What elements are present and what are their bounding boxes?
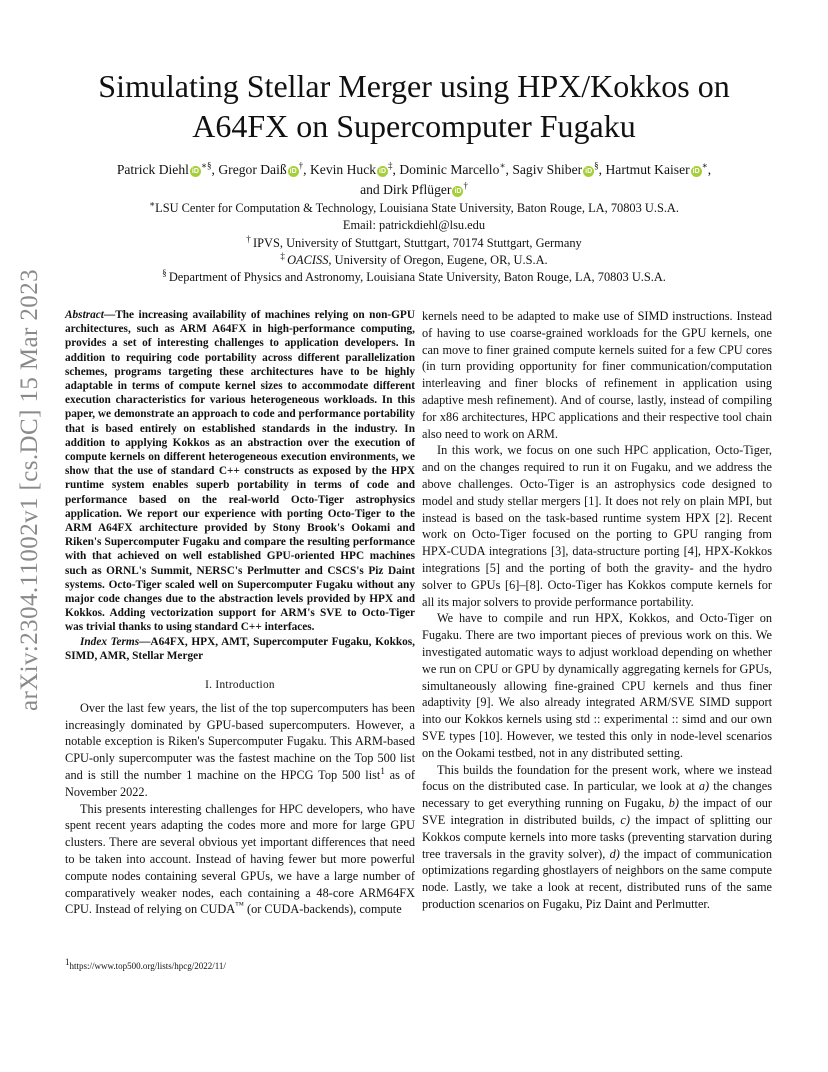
- affiliation-line: [60, 269, 768, 286]
- orcid-icon[interactable]: iD: [191, 168, 199, 175]
- affiliation-mark: ‡: [388, 160, 393, 171]
- affiliation-symbol: ‡: [280, 250, 288, 261]
- abstract-label: Abstract: [65, 309, 104, 321]
- affiliation-symbol: †: [246, 233, 254, 244]
- author-name: Sagiv Shiber: [512, 162, 583, 177]
- affiliation-mark: ∗: [499, 160, 506, 171]
- intro-p1-tail: as of November 2022.: [65, 768, 415, 799]
- author-separator: ,: [211, 162, 219, 177]
- footnote-mark: 1: [65, 957, 70, 967]
- affiliation-mark: ∗§: [200, 160, 212, 171]
- author: [605, 162, 711, 177]
- footnote: [65, 957, 415, 972]
- trademark-mark: ™: [235, 900, 244, 911]
- rp4-c: the impact of our SVE integration in distributed builds,: [422, 796, 772, 827]
- author-separator: ,: [505, 162, 513, 177]
- rp4-b: the changes necessary to get everything running on Fugaku,: [422, 779, 772, 811]
- affiliation-symbol: ∗: [149, 198, 156, 209]
- affiliation-text: , University of Oregon, Eugene, OR, U.S.A.: [328, 252, 548, 267]
- affiliation-mark: ∗: [701, 160, 708, 171]
- orcid-icon[interactable]: iD: [379, 168, 387, 175]
- author-name: Kevin Huck: [309, 162, 377, 177]
- abstract-text: —The increasing availability of machines relying on non-GPU architectures, such as ARM A64FX in high-performance computing, provides a set of interesting challenges to application developers. In addition to requiring code portability across different parallelization schemes, programs targeting these architectures have to be highly adaptable in terms of compute kernel sizes to accommodate different execution characteristics for various heterogeneous workloads. In this paper, we demonstrate an approach to code and performance portability that is based entirely on established standards in the industry. In addition to applying Kokkos as an abstraction over the execution of compute kernels on different heterogeneous execution environments, we show that the use of standard C++ constructs as exposed by the HPX runtime system enables superb portability in terms of code and performance based on the real-world Octo-Tiger astrophysics application. We report our experience with porting Octo-Tiger to the ARM A64FX architecture provided by Stony Brook's Ookami and Riken's Supercomputer Fugaku and compare the resulting performance with that achieved on well established GPU-oriented HPC machines such as ORNL's Summit, NERSC's Perlmutter and CSCS's Piz Daint systems. Octo-Tiger scaled well on Supercomputer Fugaku without any major code changes due to the abstraction levels provided by HPX and Kokkos. Adding vectorization support for ARM's SVE to Octo-Tiger was trivial thanks to using standard C++ interfaces.: [65, 309, 415, 634]
- index-terms-text: —A64FX, HPX, AMT, Supercomputer Fugaku, Kokkos, SIMD, AMR, Stellar Merger: [65, 635, 416, 662]
- paper-title: Simulating Stellar Merger using HPX/Kokkos on A64FX on Supercomputer Fugaku: [98, 68, 730, 144]
- right-paragraph-3: We have to compile and run HPX, Kokkos, and Octo-Tiger on Fugaku. There are two important pieces of previous work on this. We investigated automatic ways to adjust workload depending on whether we run on CPU or GPU by dynamically aggregating kernels for GPUs, simultaneously allowing fine-grained CPU kernels and thus finer adaptivity [9]. We also already integrated ARM/SVE SIMD support into our Kokkos kernels using std :: experimental :: simd and our own SVE types [10]. However, we tested this only in node-level scenarios on the Ookami testbed, not in any distributed setting.: [422, 611, 772, 760]
- section-heading: I. Introduction: [205, 679, 275, 692]
- author-name: Patrick Diehl: [116, 162, 189, 177]
- left-column: [65, 308, 415, 918]
- affiliation-mark: †: [463, 180, 468, 191]
- orcid-icon[interactable]: iD: [289, 168, 297, 175]
- author: [360, 182, 468, 197]
- author: [310, 162, 399, 177]
- rp4-item-d: d): [609, 846, 620, 861]
- author-separator: ,: [707, 162, 712, 177]
- footnote-ref: 1: [380, 765, 385, 776]
- arxiv-identifier: [14, 269, 46, 711]
- author-list: [60, 160, 768, 200]
- abstract: [65, 308, 415, 635]
- author-name: Gregor Daiß: [218, 162, 287, 177]
- intro-p2-tail: (or CUDA-backends), compute: [243, 902, 402, 917]
- affiliation-line: [60, 252, 768, 269]
- author-name: and Dirk Pflüger: [360, 182, 452, 197]
- author-name: Dominic Marcello: [399, 162, 500, 177]
- author: [399, 162, 512, 177]
- orcid-icon[interactable]: iD: [585, 168, 593, 175]
- rp4-item-a: a): [698, 779, 710, 794]
- affiliation-text[interactable]: Email: patrickdiehl@lsu.edu: [342, 218, 486, 233]
- right-paragraph-4: [422, 762, 772, 913]
- author: [512, 162, 605, 177]
- right-column: [422, 308, 772, 913]
- author: [117, 162, 219, 177]
- affiliation-mark: †: [298, 160, 304, 171]
- affiliation-list: [60, 200, 768, 286]
- author-separator: ,: [598, 162, 606, 177]
- rp4-d: the impact of splitting our Kokkos compute kernels into more tasks (preventing starvation during tree traversals in the gravity solver),: [422, 812, 772, 861]
- intro-p2-text: This presents interesting challenges for HPC developers, who have spent recent years adapting the codes more and more for large GPU clusters. There are several obvious yet important differences that need to be taken into account. Instead of having fewer but more powerful compute nodes containing several GPUs, we have a large number of comparatively weaker nodes, each containing a 48-core ARM64FX CPU. Instead of relying on CUDA: [65, 801, 415, 917]
- index-terms-label: Index Terms: [80, 635, 140, 648]
- affiliation-text: Department of Physics and Astronomy, Louisiana State University, Baton Rouge, LA, 70803 U.S.A.: [168, 270, 666, 285]
- affiliation-italic: OACISS: [287, 252, 329, 267]
- rp4-a: This builds the foundation for the present work, where we instead focus on the distributed case. In particular, we look at: [422, 762, 772, 794]
- affiliation-symbol: §: [162, 268, 169, 279]
- arxiv-identifier-text: arXiv:2304.11002v1 [cs.DC] 15 Mar 2023: [16, 269, 43, 711]
- footnote-url[interactable]: https://www.top500.org/lists/hpcg/2022/11/: [69, 961, 226, 971]
- author-separator: ,: [392, 162, 400, 177]
- intro-paragraph-2: [65, 801, 415, 919]
- rp4-item-c: c): [620, 812, 630, 827]
- author-separator: ,: [303, 162, 310, 177]
- intro-p1-text: Over the last few years, the list of the top supercomputers has been increasingly dominated by GPU-based supercomputers. However, a notable exception is Riken's Supercomputer Fugaku. This ARM-based CPU-only supercomputer was the fastest machine on the Top 500 list and is still the number 1 machine on the HPCG Top 500 list: [65, 700, 415, 783]
- index-terms: [65, 635, 415, 663]
- affiliation-line: [60, 217, 768, 234]
- rp4-item-b: b): [668, 796, 679, 811]
- affiliation-mark: §: [594, 160, 599, 171]
- affiliation-text: LSU Center for Computation & Technology, Louisiana State University, Baton Rouge, LA, 70803 U.S.A.: [155, 201, 679, 215]
- right-paragraph-2: In this work, we focus on one such HPC application, Octo-Tiger, and on the changes required to run it on Fugaku, and we address the above challenges. Octo-Tiger is an astrophysics code designed to model and study stellar mergers [1]. It does not rely on plain MPI, but instead is based on the task-based runtime system HPX [2]. Recent work on Octo-Tiger focused on the porting to GPU ranging from HPX-CUDA integrations [3], data-structure porting [4], HPX-Kokkos integrations [5] and the porting of both the gravity- and the hydro solver to GPUs [6]–[8]. Octo-Tiger has Kokkos compute kernels for all its major solvers to provide performance portability.: [422, 443, 772, 609]
- author: [218, 162, 310, 177]
- orcid-icon[interactable]: iD: [454, 188, 462, 195]
- author-name: Hartmut Kaiser: [605, 162, 690, 177]
- rp4-e: the impact of communication optimizations regarding ghostlayers of neighbors on the same compute node. Lastly, we take a look at recent, distributed runs of the same production scenarios on Fugaku, Piz Daint and Perlmutter.: [422, 846, 772, 911]
- affiliation-line: [60, 200, 768, 217]
- affiliation-line: [60, 235, 768, 252]
- right-paragraph-1: kernels need to be adapted to make use of SIMD instructions. Instead of having to use coarse-grained workloads for the GPU kernels, one can move to finer grained compute kernels suited for a few CPU cores (in turn providing opportunity for finer communication/computation interleaving and finer blocks of refinement in application using adaptive mesh refinement). And of course, lastly, instead of compiling for x86 architectures, HPC applications and their respective tool chain also need to work on ARM.: [422, 309, 772, 441]
- orcid-icon[interactable]: iD: [692, 168, 700, 175]
- intro-paragraph-1: [65, 700, 415, 801]
- affiliation-text: IPVS, University of Stuttgart, Stuttgart, 70174 Stuttgart, Germany: [253, 235, 582, 250]
